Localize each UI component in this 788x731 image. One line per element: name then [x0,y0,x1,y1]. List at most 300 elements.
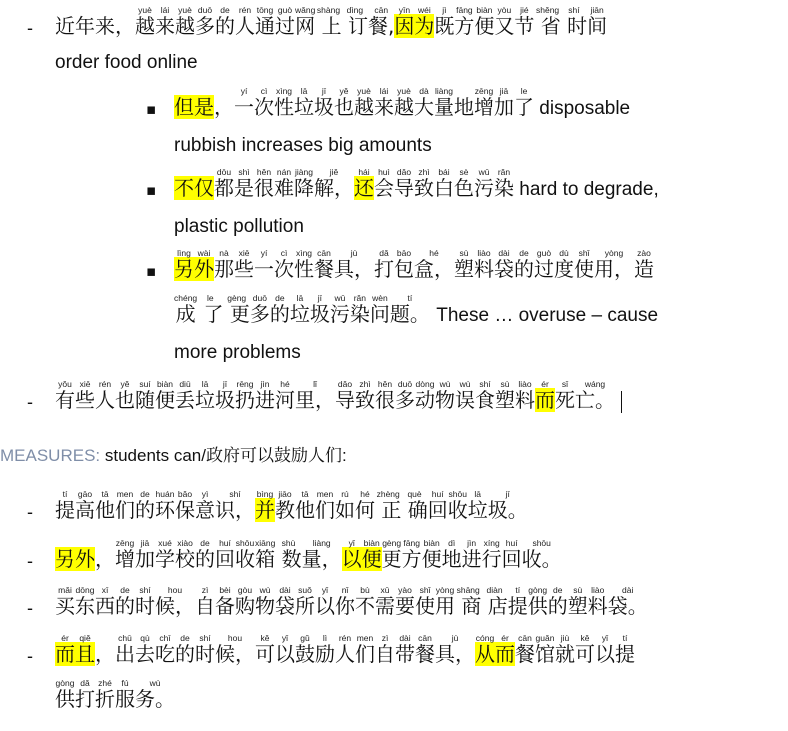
pinyin-annotation: hou [155,585,195,595]
pinyin-annotation: rú [335,489,355,499]
pinyin-annotation: dōng [75,585,95,595]
pinyin-annotation: duō [395,379,415,389]
pinyin-annotation: tā [295,489,315,499]
pinyin-annotation: dài [494,248,514,258]
pinyin-annotation: gòng [527,585,548,595]
hanzi-char: 供gòng [55,678,75,711]
hanzi-char: 的de [115,585,135,618]
hanzi-char: 人rén [235,5,255,38]
hanzi-char: 误wù [455,379,475,412]
hanzi-char: 提tí [507,585,528,618]
pinyin-annotation: dài [275,585,295,595]
hanzi-char: ， [95,547,115,571]
hanzi-char: 解，jiě [314,167,354,200]
pinyin-annotation: xiāng [255,538,276,548]
hanzi-char: ， [214,95,234,119]
pinyin-annotation: hěn [375,379,395,389]
hanzi-char: 很hěn [375,379,395,412]
hanzi-char: 题。tí [389,293,430,326]
hanzi-char: 箱xiāng [255,538,276,571]
pinyin-annotation: rén [95,379,115,389]
hanzi-char: 也yě [334,86,354,119]
pinyin-annotation: lā [195,379,215,389]
pinyin-annotation: lā [467,489,488,499]
dash-marker: - [27,598,33,618]
pinyin-annotation: biàn [361,538,382,548]
pinyin-annotation: dōu [214,167,234,177]
hanzi-char: 从cóng [475,633,495,666]
pinyin-annotation: xiē [234,248,254,258]
pinyin-annotation: wū [474,167,494,177]
hanzi-char: 服fú [115,678,135,711]
hanzi-char: 一yí [234,86,254,119]
hanzi-char: 回huí [501,538,522,571]
pinyin-annotation: de [547,585,568,595]
pinyin-annotation: shāng [455,585,482,595]
pinyin-annotation: xiē [75,379,95,389]
hanzi-char: 教jiāo [275,489,295,522]
pinyin-annotation: men [115,489,135,499]
hanzi-char: 多duō [249,293,270,326]
hanzi-char: 意yì [195,489,215,522]
pinyin-annotation: huán [155,489,175,499]
pinyin-annotation: dǎo [335,379,355,389]
hanzi-char: 收shōu [235,538,255,571]
hanzi-char: 袋。dài [607,585,648,618]
pinyin-sentence-continued [55,679,635,711]
hanzi-char: 有yǒu [55,379,75,412]
english-note: plastic pollution [174,216,304,237]
hanzi-char: 方fāng [401,538,422,571]
pinyin-annotation: yòng [435,585,455,595]
pinyin-annotation: bìng [255,489,275,499]
pinyin-annotation: dài [607,585,648,595]
pinyin-annotation: jù [334,248,374,258]
pinyin-sentence: 但 是 ， 一yí次cì性xìng垃lā圾jī也yě越yuè来lái越yuè大dà量liàng地 增zēng加jiā了le disposable [174,86,631,119]
hanzi-char: 料liào [474,248,494,281]
hanzi-char: 他tā [95,489,115,522]
hanzi-char: 自zì [195,585,215,618]
pinyin-annotation: wù [255,585,275,595]
hanzi-char: 餐cān [415,633,435,666]
pinyin-annotation: ér [495,633,515,643]
pinyin-annotation: jìn [461,538,482,548]
dash-marker: - [27,392,33,412]
pinyin-annotation: guò [534,248,554,258]
hanzi-char: 扔rēng [235,379,255,412]
pinyin-annotation: shí [475,379,495,389]
hanzi-char: 收shōu [447,489,468,522]
pinyin-annotation: zì [195,585,215,595]
hanzi-char: 圾jī [314,86,334,119]
pinyin-annotation: yě [334,86,354,96]
hanzi-char: 丢diū [175,379,195,412]
pinyin-annotation: hé [275,379,295,389]
pinyin-annotation: jī [487,489,528,499]
pinyin-annotation [95,5,135,15]
hanzi-char: 污wū [329,293,350,326]
hanzi-char: 折zhé [95,678,115,711]
pinyin-annotation: wáng [575,379,615,389]
hanzi-char: 进jìn [255,379,275,412]
pinyin-annotation: lǐ [295,379,335,389]
hanzi-char: 年 [75,14,95,38]
pinyin-annotation: de [514,248,534,258]
pinyin-annotation: dì [441,538,462,548]
hanzi-char: 自zì [375,633,395,666]
hanzi-char: 学xué [155,538,175,571]
dash-marker: - [27,551,33,571]
english-note: rubbish increases big amounts [174,135,432,156]
pinyin-annotation: rén [235,5,255,15]
hanzi-char: 校xiào [175,538,195,571]
hanzi-char: 餐cān [314,248,334,281]
hanzi-char: 降jiàng [294,167,314,200]
dash-marker: - [27,502,33,522]
pinyin-annotation: sù [567,585,588,595]
pinyin-annotation: yuè [135,5,155,15]
hanzi-char: 外 [75,547,95,571]
hanzi-char: 料liào [587,585,608,618]
pinyin-annotation: nán [274,167,294,177]
hanzi-char: 就jiù [555,633,575,666]
hanzi-char: 了le [197,293,224,326]
hanzi-char: 的de [215,5,235,38]
pinyin-annotation: wū [329,293,350,303]
pinyin-annotation: biàn [155,379,175,389]
pinyin-annotation: jié [514,5,535,15]
hanzi-char: 增zēng [474,86,494,119]
hanzi-char: 塑sù [454,248,474,281]
pinyin-annotation: dǎ [75,678,95,688]
hanzi-char: 性xìng [274,86,294,119]
pinyin-annotation: kě [255,633,275,643]
pinyin-annotation: shěng [534,5,561,15]
pinyin-annotation: wù [135,678,175,688]
hanzi-char: 数shù [275,538,302,571]
hanzi-char: 节jié [514,5,535,38]
pinyin-annotation: zhì [414,167,434,177]
pinyin-annotation: jī [314,86,334,96]
pinyin-annotation: huí [215,538,235,548]
hanzi-char: 人rén [335,633,355,666]
pinyin-annotation: hé [355,489,375,499]
hanzi-char: 色sè [454,167,474,200]
hanzi-char: 很hěn [254,167,274,200]
dash-marker: - [27,18,33,38]
hanzi-char: ， [95,642,115,666]
pinyin-annotation: ér [55,633,75,643]
hanzi-char: 要yào [395,585,415,618]
hanzi-char: 塑sù [495,379,515,412]
pinyin-annotation: gèng [381,538,402,548]
pinyin-annotation: zhèng [375,489,402,499]
pinyin-annotation [194,167,214,177]
pinyin-annotation: wài [194,248,214,258]
pinyin-annotation [55,5,75,15]
measures-label: MEASURES: [0,446,101,465]
hanzi-char: 量，liàng [301,538,342,571]
text-cursor [621,391,622,413]
hanzi-char: 既jì [434,5,455,38]
pinyin-annotation: yǐ [315,585,335,595]
hanzi-char: 近 [55,14,75,38]
pinyin-annotation: liàng [434,86,454,96]
pinyin-annotation: bù [355,585,375,595]
pinyin-annotation: yòu [494,5,515,15]
pinyin-annotation: jì [434,5,455,15]
pinyin-annotation: sè [454,167,474,177]
pinyin-annotation [55,538,75,548]
hanzi-char: 时shí [195,633,215,666]
measures-text: students can/政府可以鼓励人们: [100,446,347,465]
hanzi-char: 而ér [495,633,515,666]
hanzi-char: 用yòng [435,585,455,618]
pinyin-annotation: gèng [223,293,250,303]
hanzi-char: 而ér [55,633,75,666]
pinyin-annotation: yuè [394,86,414,96]
hanzi-char: 确què [401,489,428,522]
pinyin-annotation: dài [395,633,415,643]
pinyin-annotation: jù [435,633,475,643]
pinyin-annotation: gòu [235,585,255,595]
hanzi-char: 垃lā [195,379,215,412]
pinyin-annotation: jī [309,293,330,303]
pinyin-annotation: chī [155,633,175,643]
pinyin-annotation: shōu [521,538,562,548]
pinyin-annotation: sù [495,379,515,389]
pinyin-annotation: shí [135,585,155,595]
hanzi-char: 商shāng [455,585,482,618]
square-bullet: ▪ [146,181,157,199]
pinyin-annotation: sù [454,248,474,258]
pinyin-annotation: men [355,633,375,643]
pinyin-annotation: jiān [587,5,608,15]
hanzi-char: 死sǐ [555,379,575,412]
hanzi-char: 且qiě [75,633,95,666]
hanzi-char: 袋dài [275,585,295,618]
pinyin-annotation: wù [455,379,475,389]
hanzi-char: 物wù [435,379,455,412]
pinyin-annotation: le [514,86,534,96]
hanzi-char: 以yǐ [315,585,335,618]
hanzi-char: 订dìng [341,5,369,38]
hanzi-char: 使shǐ [415,585,435,618]
pinyin-annotation: de [215,5,235,15]
hanzi-char: 并bìng [255,489,275,522]
hanzi-char: 河hé [275,379,295,412]
hanzi-char: 东dōng [75,585,95,618]
hanzi-char: 他tā [295,489,315,522]
hanzi-char: 候，hou [215,633,255,666]
pinyin-sentence [55,6,607,38]
pinyin-annotation: de [195,538,215,548]
hanzi-char: 污wū [474,167,494,200]
hanzi-char: 动dòng [415,379,435,412]
pinyin-annotation: xìng [294,248,314,258]
pinyin-annotation: gǔ [295,633,315,643]
hanzi-char: 励lì [315,633,335,666]
pinyin-annotation: duō [249,293,270,303]
pinyin-annotation: huì [374,167,394,177]
pinyin-annotation: guò [275,5,295,15]
hanzi-char: 候，hou [155,585,195,618]
pinyin-annotation: shōu [235,538,255,548]
pinyin-annotation: jiāo [275,489,295,499]
hanzi-char: 便biàn [155,379,175,412]
pinyin-annotation: zào [634,248,654,258]
pinyin-annotation: xī [95,585,115,595]
pinyin-annotation: de [269,293,290,303]
hanzi-char: 餐cān [515,633,535,666]
pinyin-sentence [55,490,528,522]
pinyin-annotation [174,86,194,96]
hanzi-char: 又yòu [494,5,515,38]
hanzi-char: 地dì [441,538,462,571]
hanzi-char: 地 [454,95,474,119]
hanzi-char: 不 [174,176,194,200]
pinyin-annotation: xiào [175,538,195,548]
pinyin-annotation: liào [515,379,535,389]
pinyin-annotation: yí [234,86,254,96]
pinyin-annotation: dòng [415,379,435,389]
pinyin-sentence: 不 仅 都dōu是shì很hěn难nán降jiàng解，jiě还hái会huì导dǎo致zhì白bái色sè污wū染rǎn hard to degrade, [174,167,659,200]
pinyin-annotation: gāo [75,489,95,499]
pinyin-annotation: jiā [494,86,514,96]
hanzi-char: 食shí [475,379,495,412]
hanzi-char: 一yí [254,248,274,281]
hanzi-char: 而ér [535,379,555,412]
hanzi-char: 了le [514,86,534,119]
pinyin-sentence-continued: 成chéng 了le 更gèng多duō的de垃lā圾jī污wū染rǎn问wèn题。tí These … overuse – cause [174,293,659,326]
hanzi-char: 供gòng [527,585,548,618]
hanzi-char: 加jiā [494,86,514,119]
hanzi-char: 因yīn [394,5,415,38]
pinyin-annotation: zì [375,633,395,643]
hanzi-char: 还hái [354,167,374,200]
hanzi-char: 识，shí [215,489,255,522]
pinyin-annotation: yǒu [55,379,75,389]
pinyin-annotation: hái [354,167,374,177]
hanzi-char: 也yě [115,379,135,412]
pinyin-annotation: lì [315,633,335,643]
hanzi-char: 另lìng [174,248,194,281]
pinyin-annotation: wéi [414,5,435,15]
pinyin-annotation: liào [474,248,494,258]
hanzi-char: 买mǎi [55,585,75,618]
pinyin-annotation: chéng [174,293,198,303]
pinyin-annotation: shǐ [415,585,435,595]
hanzi-char: 里，lǐ [295,379,335,412]
pinyin-annotation [75,538,95,548]
hanzi-char: 便biàn [361,538,382,571]
pinyin-annotation: zhé [95,678,115,688]
pinyin-annotation: liàng [301,538,342,548]
pinyin-annotation: xué [155,538,175,548]
hanzi-char: 性xìng [294,248,314,281]
hanzi-char: 高gāo [75,489,95,522]
hanzi-char: 为wéi [414,5,435,38]
hanzi-char: 另 [55,547,75,571]
hanzi-char: 打dǎ [374,248,394,281]
hanzi-char: 过guò [275,5,295,38]
pinyin-annotation: xū [375,585,395,595]
hanzi-char: 圾jī [309,293,330,326]
hanzi-char: 次cì [254,86,274,119]
hanzi-char: 保bǎo [175,489,195,522]
pinyin-annotation [194,86,214,96]
pinyin-annotation: cóng [475,633,495,643]
hanzi-char: 大dà [414,86,434,119]
hanzi-char: 袋dài [494,248,514,281]
hanzi-char: 难nán [274,167,294,200]
pinyin-annotation: lìng [174,248,194,258]
pinyin-annotation: qù [135,633,155,643]
square-bullet: ▪ [146,100,157,118]
pinyin-annotation [454,86,474,96]
pinyin-annotation: shàng [315,5,342,15]
pinyin-annotation: fāng [401,538,422,548]
hanzi-char: 所suǒ [295,585,315,618]
pinyin-sentence [55,586,648,618]
pinyin-annotation: de [115,585,135,595]
hanzi-char: 便biàn [421,538,442,571]
pinyin-annotation: shōu [447,489,468,499]
hanzi-char: 垃lā [289,293,310,326]
pinyin-annotation: fāng [454,5,475,15]
pinyin-sentence [55,634,635,666]
pinyin-sentence [55,380,622,413]
hanzi-char: 染rǎn [349,293,370,326]
pinyin-annotation: yòng [594,248,634,258]
hanzi-char: 店diàn [481,585,508,618]
hanzi-char: 出chū [115,633,135,666]
pinyin-annotation: huí [501,538,522,548]
hanzi-char: 打dǎ [75,678,95,711]
hanzi-char: 购gòu [235,585,255,618]
hanzi-char: 白bái [434,167,454,200]
hanzi-char: 导dǎo [335,379,355,412]
hanzi-char: 来lái [155,5,175,38]
hanzi-char: 亡。wáng [575,379,615,412]
pinyin-annotation: diū [175,379,195,389]
pinyin-sentence [55,539,562,571]
hanzi-char: 是shì [234,167,254,200]
hanzi-char: 们men [315,489,335,522]
hanzi-char: 收。shōu [521,538,562,571]
hanzi-char: 的de [514,248,534,281]
hanzi-char: 越yuè [175,5,195,38]
pinyin-annotation: liào [587,585,608,595]
hanzi-char: 何hé [355,489,375,522]
hanzi-char: 增zēng [115,538,135,571]
hanzi-char: 的de [547,585,568,618]
pinyin-sentence [174,249,658,281]
hanzi-char: 正zhèng [375,489,402,522]
hanzi-char: 更gèng [381,538,402,571]
pinyin-annotation: shù [275,538,302,548]
pinyin-annotation: tā [95,489,115,499]
pinyin-annotation: le [197,293,224,303]
pinyin-annotation: jiě [314,167,354,177]
hanzi-char: 染rǎn [494,167,514,200]
pinyin-annotation: xìng [274,86,294,96]
pinyin-annotation: tí [615,633,635,643]
hanzi-char: 加jiā [135,538,155,571]
hanzi-char: 仅 [194,176,214,200]
pinyin-annotation: yǐ [341,538,362,548]
pinyin-annotation: zēng [474,86,494,96]
